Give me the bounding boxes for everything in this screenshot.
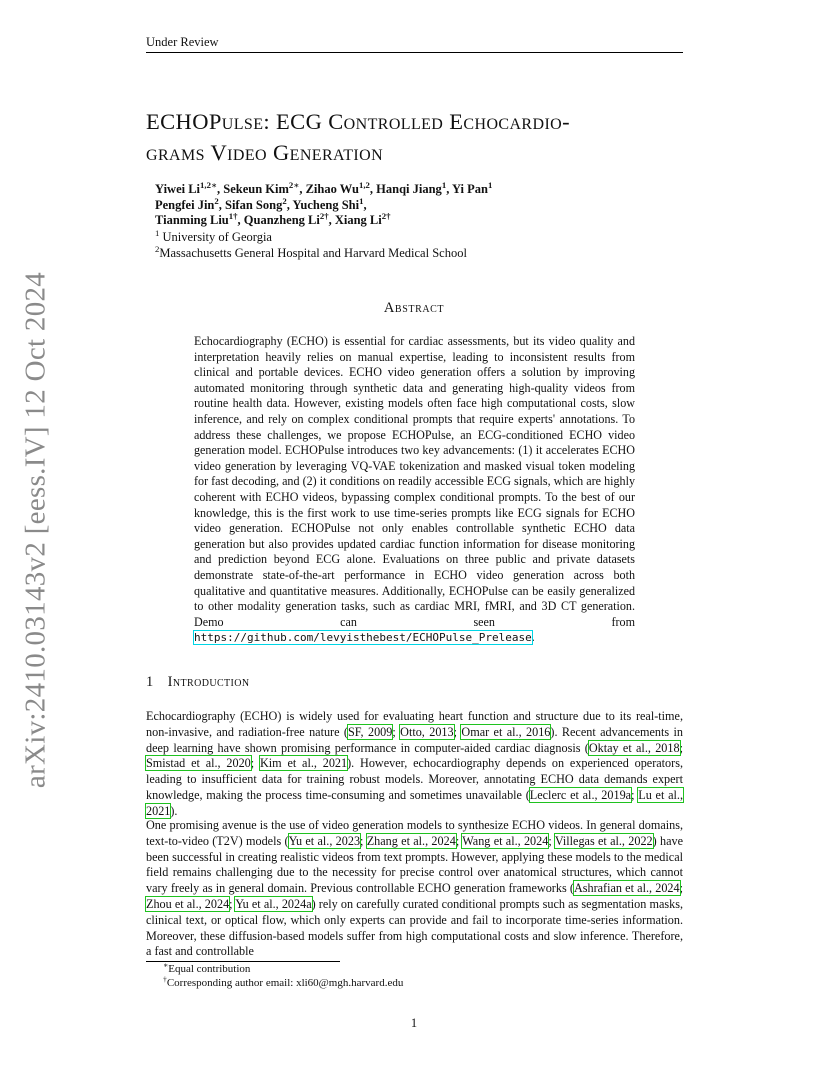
footnote-mark: ∗ — [163, 960, 169, 970]
author: Yiwei Li — [155, 182, 201, 196]
author: Sekeun Kim — [223, 182, 289, 196]
footnote-2 — [163, 974, 404, 990]
affiliation-name: University of Georgia — [162, 230, 272, 244]
citation-link[interactable]: Omar et al., 2016 — [461, 724, 551, 739]
author-sup: 1 — [487, 179, 493, 190]
citation-link[interactable]: Villegas et al., 2022 — [554, 833, 653, 848]
title-line-2: grams Video Generation — [146, 140, 384, 165]
text-run: ; — [631, 787, 639, 802]
citation-link[interactable]: Zhang et al., 2024 — [366, 833, 456, 848]
citation-link[interactable]: Smistad et al., 2020 — [146, 756, 251, 771]
intro-paragraph-2 — [146, 818, 683, 960]
text-run: ) have been successful in creating realistic videos from text prompts. However, applying these models to the medical field remains challenging due to the necessity for precise control over anatomical structures, which cannot vary freely as in general domain. Previous controllable ECHO generation frameworks ( — [146, 833, 683, 896]
text-run: ; — [679, 881, 683, 896]
text-run: ; — [455, 833, 463, 848]
page-number: 1 — [410, 1016, 418, 1030]
citation-link[interactable]: SF, 2009 — [347, 724, 393, 739]
author: Yi Pan — [451, 182, 488, 196]
text-run: ; — [229, 896, 236, 911]
author-sup: 2† — [319, 210, 329, 221]
author-sup: 1,2 — [358, 179, 370, 190]
paper-title — [146, 106, 706, 168]
code-repo-link[interactable]: https://github.com/levyisthebest/ECHOPulse_Prelease — [194, 631, 532, 645]
author-sup: 1 — [441, 179, 447, 190]
section-number: 1 — [146, 674, 154, 690]
affiliation-sup: 2 — [155, 243, 160, 254]
author-sup: 2† — [381, 210, 391, 221]
footnote-mark: † — [163, 974, 167, 984]
affiliation-sup: 1 — [155, 227, 160, 238]
citation-link[interactable]: Ashrafian et al., 2024 — [573, 881, 680, 896]
text-run: ; — [360, 833, 367, 848]
author: Pengfei Jin — [155, 197, 215, 212]
abstract-text: Echocardiography (ECHO) is essential for cardiac assessments, but its video quality and interpretation heavily relies on manual expertise, leading to inconsistent results from clinical and portable devices. ECHO video generation offers a solution by improving automated monitoring through synthetic data and generating high-quality videos from routine health data. However, existing models often face high computational costs, slow inference, and rely on complex conditional prompts that require experts' annotations. To address these challenges, we propose ECHOPulse, an ECG-conditioned ECHO video generation model. ECHOPulse introduces two key advancements: (1) it accelerates ECHO video generation by leveraging VQ-VAE tokenization and masked visual token modeling for fast decoding, and (2) it conditions on readily accessible ECG signals, which are highly coherent with ECHO videos, bypassing complex conditional prompts. To the best of our knowledge, this is the first work to use time-series prompts like ECG signals for ECHO video generation. ECHOPulse not only enables controllable synthetic ECHO data generation but also provides updated cardiac function information for disease monitoring and prediction beyond ECG alone. Evaluations on three public and private datasets demonstrate state-of-the-art performance in ECHO video generation across both qualitative and quantitative measures. Additionally, ECHOPulse can be easily generalized to other modality generation tasks, such as cardiac MRI, fMRI, and 3D CT generation. Demo can seen from — [194, 334, 635, 629]
abstract-end: . — [531, 630, 535, 645]
affiliation-name: Massachusetts General Hospital and Harvard Medical School — [159, 245, 467, 260]
author-sup: 2 — [214, 195, 219, 206]
author-sup: 1,2∗ — [200, 179, 218, 190]
title-line-1: ECHOPulse: ECG Controlled Echocardio- — [146, 109, 571, 134]
citation-link[interactable]: Otto, 2013 — [400, 724, 454, 739]
author: Tianming Liu — [155, 213, 229, 227]
text-run: ). Recent advancements in deep learning have shown promising performance in computer-aided cardiac diagnosis ( — [146, 724, 684, 755]
text-run: ; — [453, 724, 462, 739]
affiliations — [155, 227, 467, 261]
text-run: ; — [548, 833, 555, 848]
author-list — [155, 179, 675, 229]
text-run: ) rely on carefully curated conditional prompts such as segmentation masks, clinical text, or optical flow, which only experts can provide and fail to incorporate time-series information. Moreover, these diffusion-based models suffer from high computational costs and slow inference. Therefore, a fast and controllable — [146, 896, 683, 959]
author: Xiang Li — [334, 213, 382, 227]
text-run: ; — [392, 724, 401, 739]
author: Hanqi Jiang — [376, 182, 442, 196]
footnote-rule — [146, 961, 340, 962]
citation-link[interactable]: Yu et al., 2023 — [288, 833, 361, 848]
affiliation-2 — [155, 243, 467, 262]
abstract-body — [194, 334, 635, 646]
citation-link[interactable]: Yu et al., 2024a — [235, 896, 312, 911]
text-run: ). However, echocardiography depends on experienced operators, leading to insufficient data for training robust models. Moreover, annotating ECHO data demands expert knowledge, making the process time-consuming and sometimes unavailable ( — [146, 756, 683, 802]
author: Yucheng Shi — [292, 197, 360, 212]
author-sup: 1† — [228, 210, 238, 221]
intro-paragraph-1 — [146, 709, 683, 820]
running-head: Under Review — [146, 35, 219, 49]
citation-link[interactable]: Kim et al., 2021 — [259, 756, 348, 771]
citation-link[interactable]: Lu et al., 2021 — [146, 787, 683, 818]
arxiv-identifier[interactable]: arXiv:2410.03143v2 [eess.IV] 12 Oct 2024 — [19, 271, 52, 789]
footnote-1 — [163, 960, 251, 976]
text-run: ). — [170, 803, 178, 818]
author-sup: 1 — [359, 195, 364, 206]
text-run: Echocardiography (ECHO) is widely used for evaluating heart function and structure due to its real-time, non-invasive, and radiation-free nature ( — [146, 709, 683, 739]
section-title: Introduction — [167, 674, 250, 690]
footnote-text: Corresponding author email: xli60@mgh.harvard.edu — [166, 977, 404, 989]
author-line-3: Tianming Liu$^{1\dagger}$, Quanzheng $Li^{2\dagger}$, Xiang $Li^{2\dagger}$ — [155, 210, 391, 227]
author-line-1: Yiwei $Li^{1,2∗}$, Sekeun Kim$^{2∗}$, Zihao Wu$^{1,2}$, Hanqi Jiang$^1$, Yi Pan$^1$ — [155, 179, 493, 196]
citation-link[interactable]: Zhou et al., 2024 — [146, 896, 230, 911]
author-sup: 2∗ — [288, 179, 300, 190]
abstract-heading: Abstract — [383, 300, 445, 316]
header-rule — [146, 52, 683, 53]
author-line-2: Pengfei Jin$^2$, Sifan Song$^2$, Yucheng Shi$^1$, — [155, 195, 367, 212]
citation-link[interactable]: Wang et al., 2024 — [462, 833, 549, 848]
author-sup: 2 — [282, 195, 287, 206]
citation-link[interactable]: Oktay et al., 2018 — [588, 740, 680, 755]
author: Zihao Wu — [305, 182, 359, 196]
footnote-text: Equal contribution — [168, 963, 251, 975]
author: Quanzheng Li — [243, 213, 320, 227]
text-run: One promising avenue is the use of video generation models to synthesize ECHO videos. In general domains, text-to-video (T2V) models ( — [146, 818, 683, 848]
affiliation-1 — [155, 227, 467, 246]
text-run: ; — [250, 756, 260, 771]
section-heading — [146, 674, 250, 691]
author: Sifan Song — [225, 197, 283, 212]
citation-link[interactable]: Leclerc et al., 2019a — [529, 787, 632, 802]
text-run: ; — [679, 740, 683, 755]
